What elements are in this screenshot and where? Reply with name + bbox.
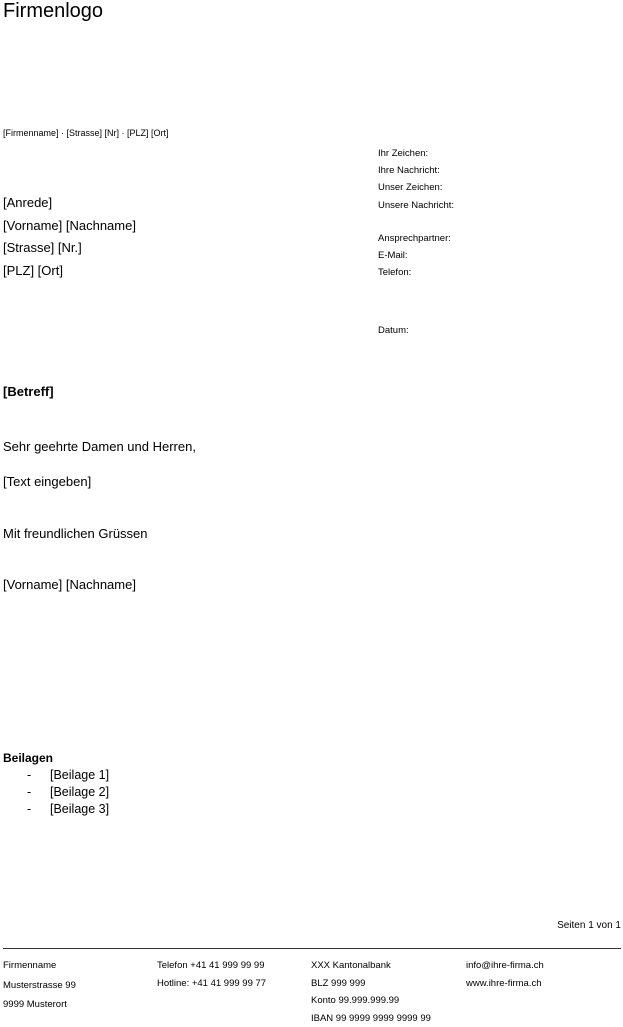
attachment-item [3,801,109,818]
letter-salutation: Sehr geehrte Damen und Herren, [3,438,196,456]
footer-konto: Konto 99.999.999.99 [311,992,431,1010]
ref-datum: Datum: [378,324,409,338]
letter-signature: [Vorname] [Nachname] [3,576,136,594]
recipient-salutation: [Anrede] [3,192,136,215]
ref-email: E-Mail: [378,247,454,264]
list-dash: - [3,767,50,784]
footer-bank-column [311,957,431,1027]
reference-block [378,145,454,281]
attachment-label: [Beilage 1] [50,767,109,784]
attachment-label: [Beilage 2] [50,784,109,801]
page-counter: Seiten 1 von 1 [557,919,621,933]
footer-city: 9999 Musterort [3,996,76,1014]
ref-unser-zeichen: Unser Zeichen: [378,179,454,196]
ref-ihr-zeichen: Ihr Zeichen: [378,145,454,162]
attachment-label: [Beilage 3] [50,801,109,818]
footer-website-link[interactable]: www.ihre-firma.ch [466,975,544,993]
ref-spacer [378,214,454,230]
attachments-list [3,767,109,819]
recipient-city: [PLZ] [Ort] [3,260,136,283]
footer-email-link[interactable]: info@ihre-firma.ch [466,957,544,975]
recipient-street: [Strasse] [Nr.] [3,237,136,260]
ref-telefon: Telefon: [378,264,454,281]
footer-bank-name: XXX Kantonalbank [311,957,431,975]
footer-iban: IBAN 99 9999 9999 9999 99 [311,1010,431,1027]
sender-address-line: [Firmenname] · [Strasse] [Nr] · [PLZ] [Ort] [3,127,169,139]
footer-company-name: Firmenname [3,957,76,975]
footer-telefon: Telefon +41 41 999 99 99 [157,957,266,975]
letter-closing: Mit freundlichen Grüssen [3,525,148,543]
recipient-name: [Vorname] [Nachname] [3,215,136,238]
attachment-item [3,784,109,801]
footer-company-column [3,957,76,1014]
list-dash: - [3,784,50,801]
attachment-item [3,767,109,784]
recipient-address-block [3,192,136,282]
attachments-title: Beilagen [3,750,53,766]
footer-web-column [466,957,544,992]
footer-hotline: Hotline: +41 41 999 99 77 [157,975,266,993]
footer-divider [3,948,621,949]
ref-ihre-nachricht: Ihre Nachricht: [378,162,454,179]
list-dash: - [3,801,50,818]
ref-unsere-nachricht: Unsere Nachricht: [378,197,454,214]
footer-street: Musterstrasse 99 [3,977,76,995]
letter-subject: [Betreff] [3,383,54,401]
ref-ansprechpartner: Ansprechpartner: [378,230,454,247]
footer-blz: BLZ 999 999 [311,975,431,993]
footer-phone-column [157,957,266,992]
company-logo-placeholder: Firmenlogo [3,0,103,23]
letter-body-text: [Text eingeben] [3,473,91,491]
